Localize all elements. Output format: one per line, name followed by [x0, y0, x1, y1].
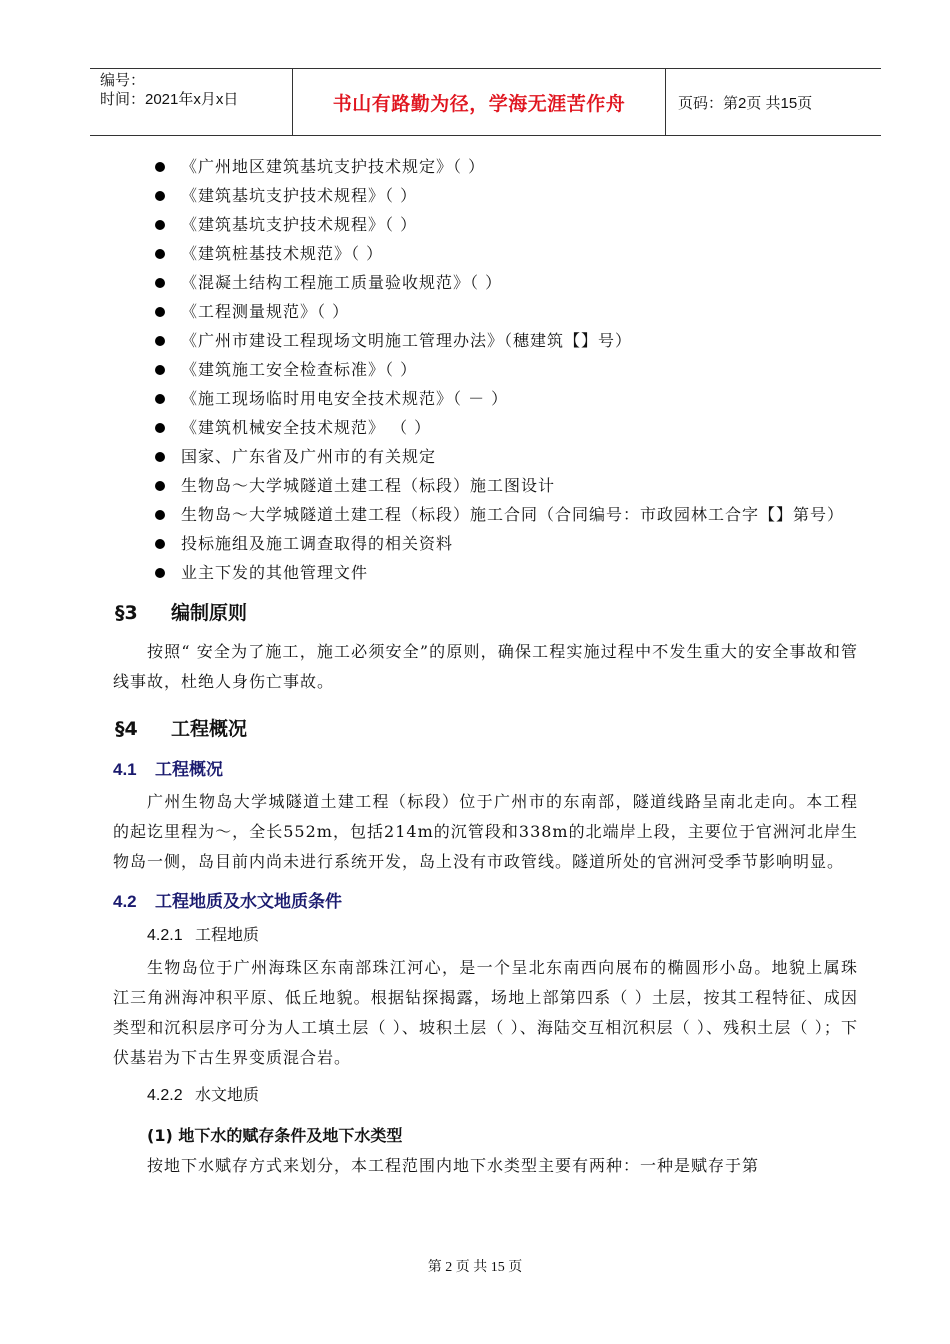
bullet-icon: [155, 191, 165, 201]
paragraph: 广州生物岛大学城隧道土建工程（标段）位于广州市的东南部，隧道线路呈南北走向。本工程的起讫里程为～，全长552m，包括214m的沉管段和338m的北端岸上段，主要位于官洲河北岸生物岛一侧，岛目前内尚未进行系统开发，岛上没有市政管线。隧道所处的官洲河受季节影响明显。: [113, 792, 858, 871]
list-item: 《建筑机械安全技术规范》 （ ）: [113, 413, 858, 442]
document-number-label: 编号：: [100, 72, 146, 89]
document-body: [113, 152, 858, 1181]
bullet-icon: [155, 336, 165, 346]
subsection-title: 工程概况: [155, 760, 223, 780]
bullet-icon: [155, 568, 165, 578]
list-item: 《混凝土结构工程施工质量验收规范》（ ）: [113, 268, 858, 297]
bullet-icon: [155, 162, 165, 172]
section-number: §3: [115, 602, 138, 624]
paragraph: 按地下水赋存方式来划分，本工程范围内地下水类型主要有两种：一种是赋存于第: [147, 1156, 760, 1175]
bullet-icon: [155, 510, 165, 520]
subsubsection-heading: [113, 1079, 858, 1113]
list-item: 国家、广东省及广州市的有关规定: [113, 442, 858, 471]
header-meta: [90, 69, 293, 135]
list-item: 《建筑基坑支护技术规程》（ ）: [113, 210, 858, 239]
section-heading: [115, 715, 858, 743]
bullet-icon: [155, 481, 165, 491]
list-item: 《建筑基坑支护技术规程》（ ）: [113, 181, 858, 210]
bullet-icon: [155, 452, 165, 462]
page-header: [90, 68, 881, 136]
list-item: 《施工现场临时用电安全技术规范》（ － ）: [113, 384, 858, 413]
subsection-number: 4.2: [113, 892, 137, 911]
subsubsection-number: 4.2.2: [147, 1087, 183, 1104]
header-page-info: 页码：第2页 共15页: [678, 94, 813, 112]
section-title: 编制原则: [171, 602, 248, 624]
header-motto-cell: [293, 69, 666, 135]
bullet-icon: [155, 307, 165, 317]
list-item: 业主下发的其他管理文件: [113, 558, 858, 587]
paragraph: 生物岛位于广州海珠区东南部珠江河心，是一个呈北东南西向展布的椭圆形小岛。地貌上属珠江三角洲海冲积平原、低丘地貌。根据钻探揭露，场地上部第四系（ ）土层，按其工程特征、成因类型和沉积层序可分为人工填土层（ ）、坡积土层（ ）、海陆交互相沉积层（ ）、残积土层（ ）；下伏基岩为下古生界变质混合岩。: [113, 958, 858, 1067]
bullet-icon: [155, 394, 165, 404]
subsubsection-title: 工程地质: [195, 927, 260, 944]
bullet-icon: [155, 539, 165, 549]
subsection-number: 4.1: [113, 760, 137, 779]
list-item: 投标施组及施工调查取得的相关资料: [113, 529, 858, 558]
subsection-heading: [113, 885, 858, 919]
paragraph: 按照“ 安全为了施工，施工必须安全”的原则，确保工程实施过程中不发生重大的安全事故和管线事故，杜绝人身伤亡事故。: [113, 642, 858, 691]
section-number: §4: [115, 718, 138, 740]
bullet-icon: [155, 220, 165, 230]
list-item: 生物岛～大学城隧道土建工程（标段）施工图设计: [113, 471, 858, 500]
reference-list: [113, 152, 858, 587]
list-item: 《工程测量规范》（ ）: [113, 297, 858, 326]
header-motto: 书山有路勤为径，学海无涯苦作舟: [332, 92, 626, 115]
bullet-icon: [155, 365, 165, 375]
subsubsection-title: 水文地质: [195, 1087, 260, 1104]
subsubsection-heading: [113, 919, 858, 953]
item-heading: (1) 地下水的赋存条件及地下水类型: [147, 1126, 403, 1145]
subsection-title: 工程地质及水文地质条件: [155, 892, 342, 912]
list-item: 《广州市建设工程现场文明施工管理办法》（穗建筑【】号）: [113, 326, 858, 355]
section-heading: [115, 599, 858, 627]
subsection-heading: [113, 753, 858, 787]
list-item: 生物岛～大学城隧道土建工程（标段）施工合同（合同编号：市政园林工合字【】第号）: [113, 500, 858, 529]
list-item: 《建筑桩基技术规范》（ ）: [113, 239, 858, 268]
bullet-icon: [155, 423, 165, 433]
section-title: 工程概况: [171, 718, 248, 740]
list-item: 《建筑施工安全检查标准》（ ）: [113, 355, 858, 384]
bullet-icon: [155, 278, 165, 288]
bullet-icon: [155, 249, 165, 259]
document-time-label: 时间：2021年x月x日: [100, 91, 239, 108]
subsubsection-number: 4.2.1: [147, 927, 183, 944]
page-footer: 第 2 页 共 15 页: [427, 1260, 523, 1275]
list-item: 《广州地区建筑基坑支护技术规定》（ ）: [113, 152, 858, 181]
